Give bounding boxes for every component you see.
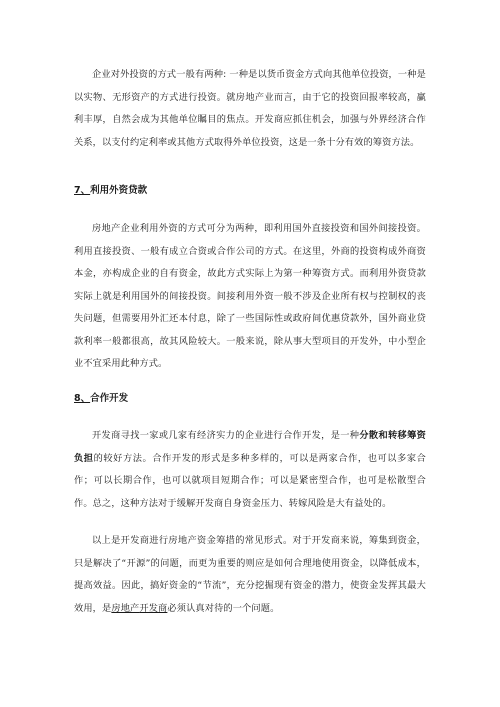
heading-number: 8、 xyxy=(74,393,91,404)
paragraph-text: 以上是开发商进行房地产资金筹措的常见形式。对于开发商来说，筹集到资金，只是解决了“开源”的问题，而更为重要的则应是如何合理地使用资金，以降低成本，提高效益。因此，搞好资金的“节流”，充分挖掘现有资金的潜力，使资金发挥其最大效用，是 xyxy=(74,535,426,614)
heading-text: 合作开发 xyxy=(90,393,129,404)
paragraph-text: 开发商寻找一家或几家有经济实力的企业进行合作开发，是一种 xyxy=(92,430,360,441)
underlined-phrase: 开发商 xyxy=(139,602,168,614)
paragraph-text: 必须认真对待的一个问题。 xyxy=(167,602,280,614)
paragraph-foreign-capital xyxy=(74,218,426,376)
paragraph-external-investment xyxy=(74,64,426,154)
paragraph-text: 企业对外投资的方式一般有两种: 一种是以货币资金方式向其他单位投资，一种是以实物、无形资产的方式进行投资。就房地产业而言，由于它的投资回报率较高，赢利丰厚，自然会成为其他单位瞩目的焦点。开发商应抓住机会，加强与外界经济合作关系，以支付约定利率或其他方式取得外单位投资，这是一条十分有效的筹资方法。 xyxy=(74,69,426,148)
section-heading-foreign-loans xyxy=(74,184,147,198)
bold-phrase: 分散和转移筹资负担 xyxy=(74,430,426,464)
heading-number: 7、 xyxy=(74,185,91,196)
paragraph-text: 的较好方法。合作开发的形式是多种多样的，可以是两家合作，也可以多家合作；可以长期合作，也可以就项目短期合作；可以是紧密型合作，也可是松散型合作。总之，这种方法对于缓解开发商自身资金压力、转嫁风险是大有益处的。 xyxy=(74,452,426,509)
section-heading-cooperative-development xyxy=(74,392,128,406)
paragraph-cooperative-development xyxy=(74,425,426,515)
heading-text: 利用外资贷款 xyxy=(90,185,148,196)
paragraph-summary xyxy=(74,530,426,620)
paragraph-text: 房地产企业利用外资的方式可分为两种，即利用国外直接投资和国外间接投资。利用直接投资、一般有成立合资或合作公司的方式。在这里，外商的投资构成外商资本金，亦构成企业的自有资金，故此方式实际上为第一种筹资方式。而利用外资贷款实际上就是利用国外的间接投资。间接利用外资一般不涉及企业所有权与控制权的丧失问题，但需要用外汇还本付息，除了一些国际性或政府间优惠贷款外，国外商业贷款利率一般都很高，故其风险较大。一般来说，除从事大型项目的开发外，中小型企业不宜采用此种方式。 xyxy=(74,223,426,369)
underlined-phrase: 房地产 xyxy=(111,602,140,614)
